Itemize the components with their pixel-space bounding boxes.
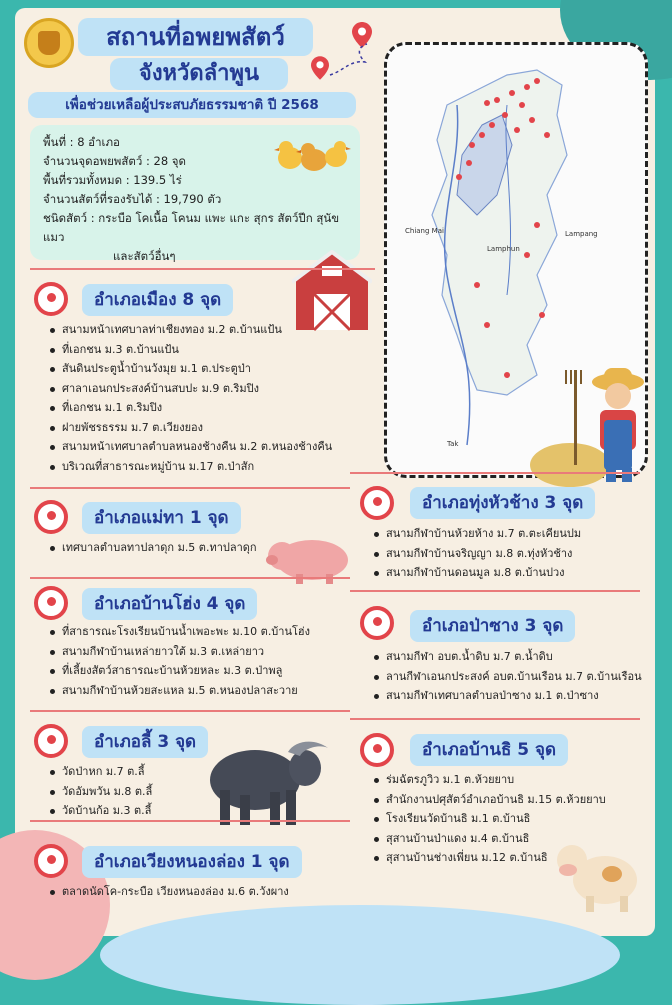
list-item: สนามกีฬาบ้านเหล่ายาวใต้ ม.3 ต.เหล่ายาว <box>50 642 310 662</box>
location-pin-icon <box>34 282 68 316</box>
page-title-province: จังหวัดลำพูน <box>110 58 288 90</box>
list-item: สนามกีฬาบ้านห้วยสะแหล ม.5 ต.หนองปลาสะวาย <box>50 681 310 701</box>
list-item: ที่เอกชน ม.1 ต.ริมปิง <box>50 398 332 418</box>
section-divider <box>30 268 375 270</box>
farmer-illustration <box>530 360 655 490</box>
location-pin-icon <box>34 586 68 620</box>
list-item: ศาลาเอนกประสงค์บ้านสบปะ ม.9 ต.ริมปิง <box>50 379 332 399</box>
page-subtitle: เพื่อช่วยเหลือผู้ประสบภัยธรรมชาติ ปี 2568 <box>28 92 356 118</box>
dashed-route-decoration <box>325 40 375 80</box>
list-item: สนามกีฬาเทศบาลตำบลป่าซาง ม.1 ต.ป่าซาง <box>374 686 642 706</box>
district-title-pa-sang: อำเภอป่าซาง 3 จุด <box>410 610 575 642</box>
location-pin-icon <box>34 844 68 878</box>
summary-capacity: จำนวนสัตว์ที่รองรับได้ : 19,790 ตัว <box>43 192 222 206</box>
list-item: สนามกีฬาบ้านจริญญา ม.8 ต.ทุ่งหัวช้าง <box>374 544 581 564</box>
province-seal-logo <box>24 18 74 68</box>
list-item: สนามหน้าเทศบาลตำบลหนองช้างคืน ม.2 ต.หนองช้างคืน <box>50 437 332 457</box>
district-list-mae-tha <box>50 538 257 558</box>
section-divider <box>30 577 350 579</box>
district-title-mae-tha: อำเภอแม่ทา 1 จุด <box>82 502 241 534</box>
summary-total-area: พื้นที่รวมทั้งหมด : 139.5 ไร่ <box>43 173 182 187</box>
list-item: สนามกีฬาบ้านห้วยห้าง ม.7 ต.ตะเคียนปม <box>374 524 581 544</box>
map-label-lamphun: Lamphun <box>487 245 520 253</box>
location-pin-icon <box>360 733 394 767</box>
location-pin-icon <box>360 606 394 640</box>
district-title-wiang-nong-long: อำเภอเวียงหนองล่อง 1 จุด <box>82 846 302 878</box>
summary-animal-types-cont: และสัตว์อื่นๆ <box>113 249 176 263</box>
list-item: สำนักงานปศุสัตว์อำเภอบ้านธิ ม.15 ต.ห้วยยาบ <box>374 790 606 810</box>
location-pin-icon <box>34 724 68 758</box>
location-pin-icon <box>360 486 394 520</box>
list-item: ที่เลี้ยงสัตว์สาธารณะบ้านห้วยหละ ม.3 ต.ป่าพลู <box>50 661 310 681</box>
district-title-li: อำเภอลี้ 3 จุด <box>82 726 208 758</box>
summary-points: จำนวนจุดอพยพสัตว์ : 28 จุด <box>43 154 187 168</box>
list-item: ที่สาธารณะโรงเรียนบ้านน้ำเพอะพะ ม.10 ต.บ้านโฮ่ง <box>50 622 310 642</box>
district-list-li <box>50 762 152 821</box>
list-item: วัดบ้านก้อ ม.3 ต.ลี้ <box>50 801 152 821</box>
list-item: เทศบาลตำบลทาปลาดุก ม.5 ต.ทาปลาดุก <box>50 538 257 558</box>
section-divider <box>350 590 640 592</box>
list-item: ลานกีฬาเอนกประสงค์ อบต.บ้านเรือน ม.7 ต.บ้านเรือน <box>374 667 642 687</box>
buffalo-illustration <box>200 730 335 830</box>
bg-blob-bottom <box>100 905 620 1005</box>
list-item: โรงเรียนวัดบ้านธิ ม.1 ต.บ้านธิ <box>374 809 606 829</box>
list-item: ฝายพัชรธรรม ม.7 ต.เวียงยอง <box>50 418 332 438</box>
summary-animal-types: ชนิดสัตว์ : กระบือ โคเนื้อ โคนม แพะ แกะ สุกร สัตว์ปีก สุนัข แมว <box>43 211 340 244</box>
list-item: สนามกีฬา อบต.น้ำดิบ ม.7 ต.น้ำดิบ <box>374 647 642 667</box>
list-item: วัดป่าหก ม.7 ต.ลี้ <box>50 762 152 782</box>
map-label-tak: Tak <box>447 440 459 448</box>
map-label-chiang-mai: Chiang Mai <box>405 227 444 235</box>
section-divider <box>350 718 640 720</box>
summary-area: พื้นที่ : 8 อำเภอ <box>43 135 120 149</box>
district-list-ban-thi <box>374 770 606 868</box>
list-item: สุสานบ้านป่าแดง ม.4 ต.บ้านธิ <box>374 829 606 849</box>
list-item: ที่เอกชน ม.3 ต.บ้านแป้น <box>50 340 332 360</box>
district-list-thung-hua-chang <box>374 524 581 583</box>
page-title: สถานที่อพยพสัตว์ <box>78 18 313 56</box>
district-title-ban-thi: อำเภอบ้านธิ 5 จุด <box>410 734 568 766</box>
district-list-wiang-nong-long <box>50 882 289 902</box>
chicks-illustration <box>272 133 352 173</box>
list-item: สนามกีฬาบ้านดอนมูล ม.8 ต.บ้านปวง <box>374 563 581 583</box>
list-item: ร่มฉัตรภูวิว ม.1 ต.ห้วยยาบ <box>374 770 606 790</box>
section-divider <box>30 487 350 489</box>
list-item: วัดอัมพวัน ม.8 ต.ลี้ <box>50 782 152 802</box>
list-item: สันดินประตูน้ำบ้านวังมุย ม.1 ต.ประตูป่า <box>50 359 332 379</box>
list-item: สุสานบ้านช่างเพี่ยน ม.12 ต.บ้านธิ <box>374 848 606 868</box>
list-item: สนามหน้าเทศบาลท่าเชียงทอง ม.2 ต.บ้านแป้น <box>50 320 332 340</box>
map-label-lampang: Lampang <box>565 230 598 238</box>
district-list-mueang <box>50 320 332 476</box>
list-item: บริเวณที่สาธารณะหมู่บ้าน ม.17 ต.ป่าสัก <box>50 457 332 477</box>
section-divider <box>30 710 350 712</box>
district-title-ban-hong: อำเภอบ้านโฮ่ง 4 จุด <box>82 588 257 620</box>
district-title-mueang: อำเภอเมือง 8 จุด <box>82 284 233 316</box>
location-pin-icon <box>34 500 68 534</box>
district-list-ban-hong <box>50 622 310 700</box>
district-list-pa-sang <box>374 647 642 706</box>
list-item: ตลาดนัดโค-กระบือ เวียงหนองล่อง ม.6 ต.วังผาง <box>50 882 289 902</box>
section-divider <box>350 472 640 474</box>
district-title-thung-hua-chang: อำเภอทุ่งหัวช้าง 3 จุด <box>410 487 595 519</box>
